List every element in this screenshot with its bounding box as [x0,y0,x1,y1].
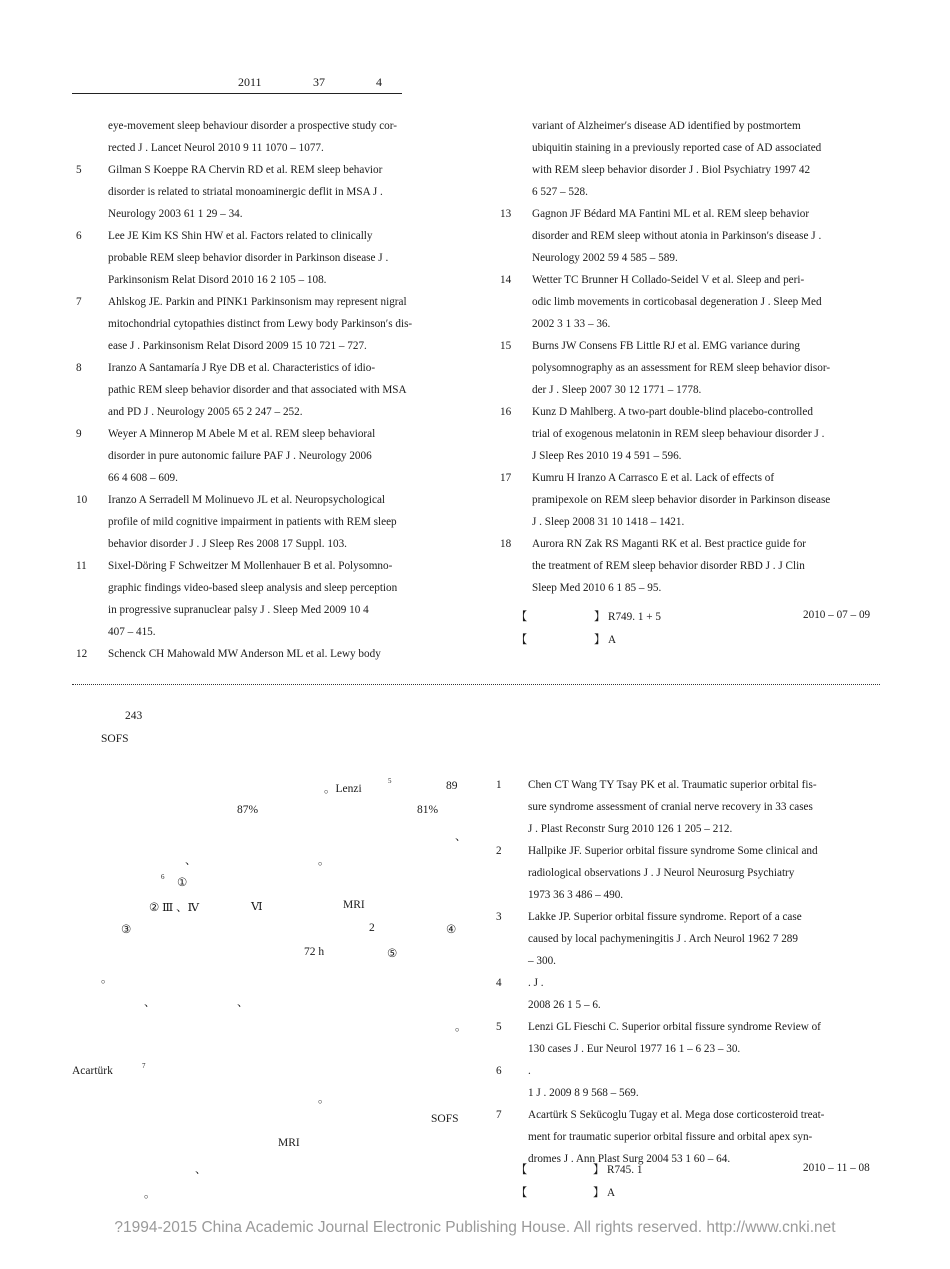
reference-text [108,115,397,159]
reference-line: J Sleep Res 2010 19 4 591 – 596. [532,450,682,462]
reference-text [532,203,821,269]
reference-number: 11 [76,560,87,572]
reference-line: Sleep Med 2010 6 1 85 – 95. [532,582,662,594]
reference-number: 9 [76,428,82,440]
reference-number: 7 [76,296,82,308]
reference-line: 66 4 608 – 609. [108,472,178,484]
reference-line: dromes J . Ann Plast Surg 2004 53 1 60 – 64. [528,1153,731,1165]
reference-line: with REM sleep behavior disorder J . Biol Psychiatry 1997 42 [532,164,811,176]
lenzi-cite: 。Lenzi [324,783,362,795]
reference-text [532,533,806,599]
reference-line: Neurology 2003 61 1 29 – 34. [108,208,243,220]
item-4: ④ [446,924,457,936]
reference-line: Kumru H Iranzo A Carrasco E et al. Lack of effects of [532,472,775,484]
doc-code-open-bracket: 【 [516,634,528,646]
punct: 。 [144,1188,156,1200]
reference-line: 130 cases J . Eur Neurol 1977 16 1 – 6 23 – 30. [528,1043,741,1055]
reference-text [108,489,397,555]
item-1: ① [177,877,188,889]
reference-text [532,269,822,335]
reference-text [528,972,601,1016]
reference-text [528,1060,639,1104]
reference-line: Sixel-Döring F Schweitzer M Mollenhauer B et al. Polysomno- [108,560,393,572]
reference-line: behavior disorder J . J Sleep Res 2008 17 Suppl. 103. [108,538,347,550]
superscript: 5 [388,777,392,785]
reference-number: 5 [496,1021,502,1033]
reference-line: Lakke JP. Superior orbital fissure syndrome. Report of a case [528,911,802,923]
reference-line: in progressive supranuclear palsy J . Sleep Med 2009 10 4 [108,604,369,616]
reference-number: 13 [500,208,512,220]
reference-line: the treatment of REM sleep behavior disorder RBD J . J Clin [532,560,805,572]
sofs-abbrev: SOFS [431,1113,459,1125]
reference-line: Lee JE Kim KS Shin HW et al. Factors related to clinically [108,230,373,242]
reference-line: disorder and REM sleep without atonia in Parkinson′s disease J . [532,230,822,242]
superscript: 6 [161,873,165,881]
mri-text: MRI [278,1137,300,1149]
journal-volume: 37 [313,75,325,89]
percent-81: 81% [417,804,439,816]
reference-line: probable REM sleep behavior disorder in Parkinson disease J . [108,252,389,264]
doc-code: 】 A [593,1187,616,1199]
reference-line: mitochondrial cytopathies distinct from Lewy body Parkinson′s dis- [108,318,413,330]
received-date: 2010 – 11 – 08 [803,1162,870,1174]
reference-number: 4 [496,977,502,989]
reference-line: and PD J . Neurology 2005 65 2 247 – 252. [108,406,303,418]
reference-text [528,840,818,906]
reference-line: variant of Alzheimer′s disease AD identified by postmortem [532,120,801,132]
reference-text [108,555,397,643]
reference-text [108,423,375,489]
reference-line: . J . [528,977,544,989]
reference-line: graphic findings video-based sleep analysis and sleep perception [108,582,398,594]
clc-open-bracket: 【 [516,1164,528,1176]
reference-line: pathic REM sleep behavior disorder and that associated with MSA [108,384,407,396]
punct: 、 [455,831,467,843]
percent-87: 87% [237,804,259,816]
item-2: ② Ⅲ 、Ⅳ [149,902,200,914]
reference-text [108,291,412,357]
copyright-footer: ?1994-2015 China Academic Journal Electronic Publishing House. All rights reserved. http://www.cnki.net [114,1219,836,1236]
reference-text [108,159,383,225]
roman-6: Ⅵ [251,901,263,913]
received-date: 2010 – 07 – 09 [803,609,871,621]
reference-line: Iranzo A Santamaría J Rye DB et al. Characteristics of idio- [108,362,376,374]
reference-number: 8 [76,362,82,374]
reference-line: Parkinsonism Relat Disord 2010 16 2 105 – 108. [108,274,327,286]
acarturk-cite: Acartürk [72,1065,113,1077]
reference-line: caused by local pachymeningitis J . Arch Neurol 1962 7 289 [528,933,798,945]
reference-line: Hallpike JF. Superior orbital fissure syndrome Some clinical and [528,845,818,857]
reference-number: 6 [496,1065,502,1077]
superscript: 7 [142,1062,146,1070]
number-2: 2 [369,922,375,934]
reference-line: Gagnon JF Bédard MA Fantini ML et al. REM sleep behavior [532,208,810,220]
reference-line: profile of mild cognitive impairment in patients with REM sleep [108,516,397,528]
reference-number: 3 [496,911,502,923]
reference-line: odic limb movements in corticobasal degeneration J . Sleep Med [532,296,822,308]
doc-code: 】 A [594,634,617,646]
reference-number: 12 [76,648,88,660]
sofs-abbrev: SOFS [101,733,129,745]
reference-line: 6 527 – 528. [532,186,588,198]
mri-text: MRI [343,899,365,911]
reference-line: Weyer A Minnerop M Abele M et al. REM sleep behavioral [108,428,376,440]
reference-text [528,1104,824,1170]
reference-line: polysomnography as an assessment for REM sleep behavior disor- [532,362,831,374]
reference-line: J . Sleep 2008 31 10 1418 – 1421. [532,516,685,528]
reference-text [528,774,817,840]
reference-line: . [528,1065,531,1077]
reference-line: trial of exogenous melatonin in REM sleep behaviour disorder J . [532,428,825,440]
header-rule [72,93,402,94]
punct: 。 [318,855,330,867]
punct: 。 [318,1093,330,1105]
reference-number: 2 [496,845,502,857]
reference-text [108,643,381,665]
reference-line: 2002 3 1 33 – 36. [532,318,611,330]
reference-line: ment for traumatic superior orbital fissure and orbital apex syn- [528,1131,813,1143]
reference-line: Acartürk S Sekücoglu Tugay et al. Mega dose corticosteroid treat- [528,1109,825,1121]
reference-line: Lenzi GL Fieschi C. Superior orbital fissure syndrome Review of [528,1021,821,1033]
reference-line: 407 – 415. [108,626,156,638]
reference-number: 7 [496,1109,502,1121]
clc-number: 】 R745. 1 [593,1164,643,1176]
punct: 、 [195,1164,207,1176]
hours-72: 72 h [304,946,325,958]
reference-line: Iranzo A Serradell M Molinuevo JL et al. Neuropsychological [108,494,386,506]
reference-line: disorder is related to striatal monoaminergic deflit in MSA J . [108,186,383,198]
clc-open-bracket: 【 [516,611,528,623]
reference-line: Neurology 2002 59 4 585 – 589. [532,252,678,264]
reference-line: Aurora RN Zak RS Maganti RK et al. Best practice guide for [532,538,807,550]
reference-line: 1 J . 2009 8 9 568 – 569. [528,1087,639,1099]
reference-line: eye-movement sleep behaviour disorder a prospective study cor- [108,120,397,132]
reference-line: Schenck CH Mahowald MW Anderson ML et al. Lewy body [108,648,381,660]
reference-number: 16 [500,406,512,418]
reference-line: der J . Sleep 2007 30 12 1771 – 1778. [532,384,702,396]
reference-line: – 300. [528,955,556,967]
punct: 、 [237,997,249,1009]
reference-line: Ahlskog JE. Parkin and PINK1 Parkinsonism may represent nigral [108,296,407,308]
reference-text [528,1016,821,1060]
reference-line: 1973 36 3 486 – 490. [528,889,624,901]
clc-number: 】 R749. 1 + 5 [594,611,661,623]
reference-number: 1 [496,779,502,791]
reference-number: 10 [76,494,88,506]
reference-line: Kunz D Mahlberg. A two-part double-blind placebo-controlled [532,406,813,418]
reference-text [532,401,824,467]
doc-code-open-bracket: 【 [516,1187,528,1199]
reference-number: 6 [76,230,82,242]
reference-text [532,335,830,401]
reference-number: 17 [500,472,512,484]
punct: 。 [101,973,113,985]
reference-text [528,906,802,972]
reference-line: pramipexole on REM sleep behavior disorder in Parkinson disease [532,494,831,506]
reference-line: Wetter TC Brunner H Collado-Seidel V et al. Sleep and peri- [532,274,805,286]
reference-line: ubiquitin staining in a previously reported case of AD associated [532,142,822,154]
number-89: 89 [446,780,458,792]
item-5: ⑤ [387,948,398,960]
reference-text [108,357,407,423]
reference-line: radiological observations J . J Neurol Neurosurg Psychiatry [528,867,795,879]
reference-line: Gilman S Koeppe RA Chervin RD et al. REM sleep behavior [108,164,383,176]
punct: 。 [455,1021,467,1033]
reference-line: J . Plast Reconstr Surg 2010 126 1 205 – 212. [528,823,733,835]
reference-number: 15 [500,340,512,352]
reference-number: 14 [500,274,512,286]
journal-issue: 4 [376,75,382,89]
reference-line: 2008 26 1 5 – 6. [528,999,601,1011]
reference-line: ease J . Parkinsonism Relat Disord 2009 15 10 721 – 727. [108,340,367,352]
reference-text [532,115,821,203]
punct: 、 [185,855,197,867]
reference-number: 5 [76,164,82,176]
reference-line: disorder in pure autonomic failure PAF J . Neurology 2006 [108,450,372,462]
punct: 、 [144,997,156,1009]
reference-line: sure syndrome assessment of cranial nerve recovery in 33 cases [528,801,813,813]
item-3: ③ [121,924,132,936]
reference-line: Burns JW Consens FB Little RJ et al. EMG variance during [532,340,800,352]
count-243: 243 [125,710,143,722]
section-divider [72,684,880,685]
reference-text [108,225,388,291]
reference-number: 18 [500,538,512,550]
reference-line: Chen CT Wang TY Tsay PK et al. Traumatic superior orbital fis- [528,779,817,791]
reference-line: rected J . Lancet Neurol 2010 9 11 1070 – 1077. [108,142,324,154]
reference-text [532,467,830,533]
journal-year: 2011 [238,75,262,89]
